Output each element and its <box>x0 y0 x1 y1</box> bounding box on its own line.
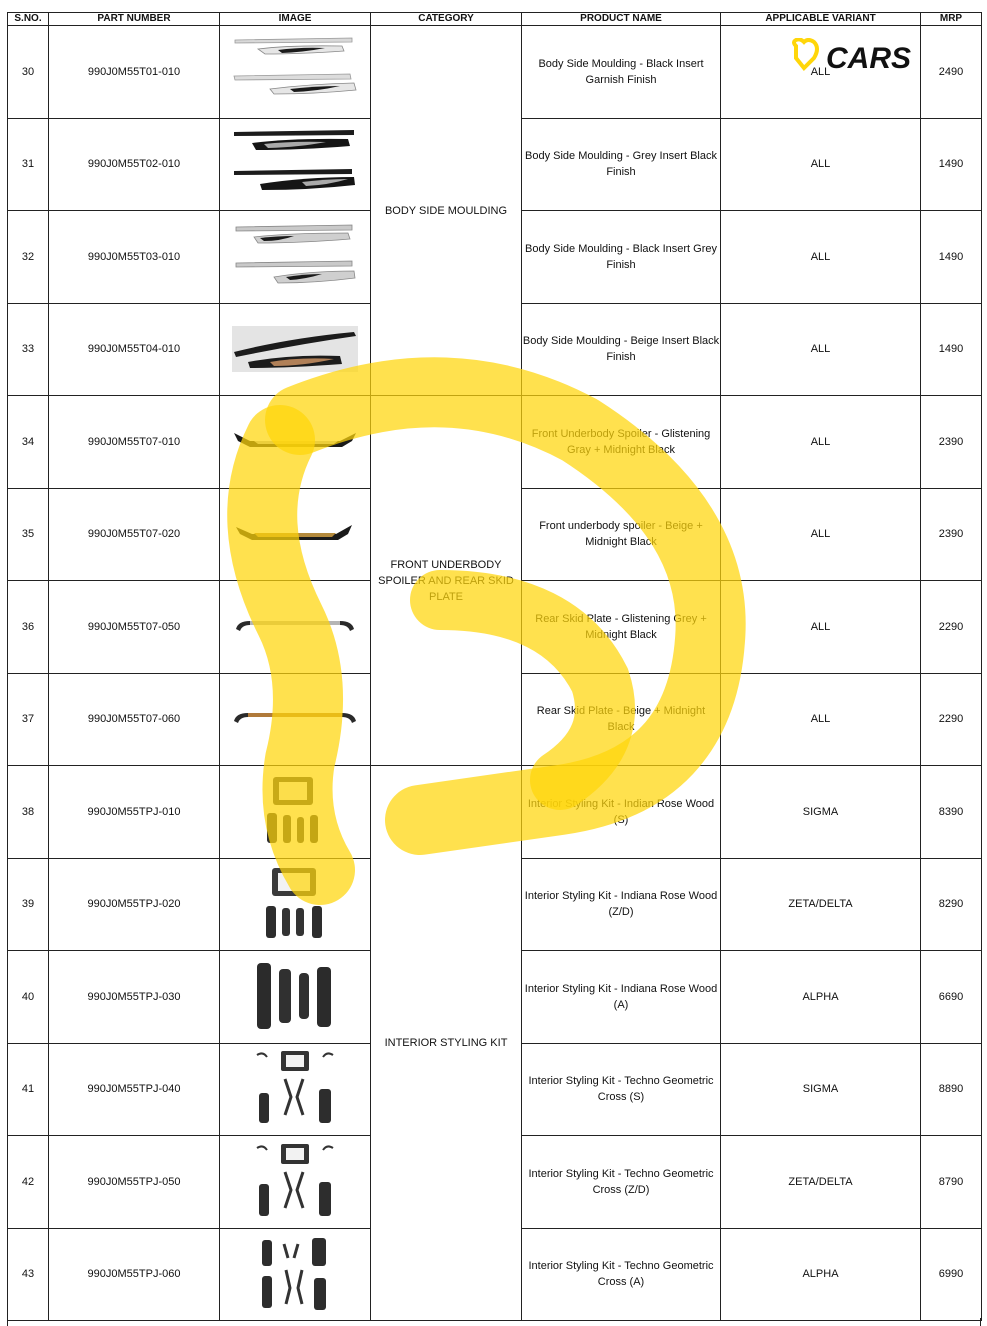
part-number-cell: 990J0M55T07-050 <box>49 581 220 674</box>
part-number-cell: 990J0M55T07-020 <box>49 488 220 581</box>
part-number-cell: 990J0M55TPJ-040 <box>49 1043 220 1136</box>
product-name-cell: Rear Skid Plate - Beige + Midnight Black <box>522 673 721 766</box>
product-image-cell <box>220 118 371 211</box>
cars-logo-text: CARS <box>826 42 912 75</box>
sno-cell: 36 <box>8 581 49 674</box>
table-row <box>8 766 982 859</box>
header-part-number: PART NUMBER <box>49 13 220 26</box>
mrp-cell: 2490 <box>921 26 982 119</box>
part-number-cell: 990J0M55TPJ-050 <box>49 1136 220 1229</box>
product-image-cell <box>220 1228 371 1321</box>
mrp-cell: 8890 <box>921 1043 982 1136</box>
category-cell: FRONT UNDERBODY SPOILER AND REAR SKID PLATE <box>371 396 522 766</box>
mrp-cell: 2390 <box>921 488 982 581</box>
sno-cell: 42 <box>8 1136 49 1229</box>
sno-cell: 43 <box>8 1228 49 1321</box>
table-continuation <box>7 1318 981 1326</box>
product-image-cell <box>220 1136 371 1229</box>
cars-logo <box>790 38 940 78</box>
interior-kit-image <box>255 959 335 1035</box>
product-name-cell: Body Side Moulding - Beige Insert Black Finish <box>522 303 721 396</box>
product-name-cell: Interior Styling Kit - Indian Rose Wood (S) <box>522 766 721 859</box>
mrp-cell: 8390 <box>921 766 982 859</box>
product-image-cell <box>220 951 371 1044</box>
sno-cell: 33 <box>8 303 49 396</box>
sno-cell: 40 <box>8 951 49 1044</box>
part-number-cell: 990J0M55TPJ-020 <box>49 858 220 951</box>
header-mrp: MRP <box>921 13 982 26</box>
sno-cell: 41 <box>8 1043 49 1136</box>
header-image: IMAGE <box>220 13 371 26</box>
product-image-cell <box>220 858 371 951</box>
interior-kit-image <box>258 1234 332 1314</box>
variant-cell: ALL <box>721 581 921 674</box>
variant-cell: ALPHA <box>721 951 921 1044</box>
body-moulding-image <box>230 324 360 374</box>
header-applicable-variant: APPLICABLE VARIANT <box>721 13 921 26</box>
mrp-cell: 1490 <box>921 303 982 396</box>
product-image-cell <box>220 396 371 489</box>
variant-cell: ALPHA <box>721 1228 921 1321</box>
interior-kit-image <box>264 866 326 942</box>
variant-cell: SIGMA <box>721 766 921 859</box>
front-spoiler-image <box>230 519 360 549</box>
table-row <box>8 396 982 489</box>
variant-cell: ALL <box>721 488 921 581</box>
header-row <box>8 13 982 26</box>
heart-d-logo-icon <box>794 39 817 68</box>
product-image-cell <box>220 766 371 859</box>
variant-cell: ALL <box>721 396 921 489</box>
rear-skid-image <box>230 615 360 639</box>
product-name-cell: Interior Styling Kit - Techno Geometric Cross (A) <box>522 1228 721 1321</box>
product-image-cell <box>220 1043 371 1136</box>
part-number-cell: 990J0M55T01-010 <box>49 26 220 119</box>
rear-skid-image <box>230 707 360 731</box>
mrp-cell: 8790 <box>921 1136 982 1229</box>
product-name-cell: Front underbody spoiler - Beige + Midnight Black <box>522 488 721 581</box>
part-number-cell: 990J0M55T07-010 <box>49 396 220 489</box>
product-image-cell <box>220 581 371 674</box>
sno-cell: 30 <box>8 26 49 119</box>
product-name-cell: Body Side Moulding - Black Insert Garnish Finish <box>522 26 721 119</box>
sno-cell: 35 <box>8 488 49 581</box>
mrp-cell: 1490 <box>921 118 982 211</box>
body-moulding-image <box>230 32 360 112</box>
body-moulding-image <box>230 124 360 204</box>
product-image-cell <box>220 488 371 581</box>
sno-cell: 31 <box>8 118 49 211</box>
part-number-cell: 990J0M55T07-060 <box>49 673 220 766</box>
part-number-cell: 990J0M55T02-010 <box>49 118 220 211</box>
product-name-cell: Rear Skid Plate - Glistening Grey + Midnight Black <box>522 581 721 674</box>
part-number-cell: 990J0M55TPJ-060 <box>49 1228 220 1321</box>
variant-cell: ZETA/DELTA <box>721 858 921 951</box>
variant-cell: ALL <box>721 118 921 211</box>
sno-cell: 34 <box>8 396 49 489</box>
interior-kit-image <box>265 775 325 849</box>
part-number-cell: 990J0M55T03-010 <box>49 211 220 304</box>
product-name-cell: Interior Styling Kit - Techno Geometric Cross (Z/D) <box>522 1136 721 1229</box>
mrp-cell: 2290 <box>921 673 982 766</box>
category-cell: BODY SIDE MOULDING <box>371 26 522 396</box>
header-sno: S.NO. <box>8 13 49 26</box>
accessories-price-table <box>7 12 982 1321</box>
product-image-cell <box>220 673 371 766</box>
sno-cell: 32 <box>8 211 49 304</box>
product-name-cell: Body Side Moulding - Black Insert Grey Finish <box>522 211 721 304</box>
mrp-cell: 8290 <box>921 858 982 951</box>
product-image-cell <box>220 303 371 396</box>
product-image-cell <box>220 211 371 304</box>
variant-cell: ALL <box>721 211 921 304</box>
mrp-cell: 6990 <box>921 1228 982 1321</box>
sno-cell: 37 <box>8 673 49 766</box>
mrp-cell: 1490 <box>921 211 982 304</box>
product-image-cell <box>220 26 371 119</box>
product-name-cell: Interior Styling Kit - Indiana Rose Wood (A) <box>522 951 721 1044</box>
interior-kit-image <box>255 1049 335 1129</box>
product-name-cell: Interior Styling Kit - Techno Geometric Cross (S) <box>522 1043 721 1136</box>
sno-cell: 38 <box>8 766 49 859</box>
variant-cell: ZETA/DELTA <box>721 1136 921 1229</box>
part-number-cell: 990J0M55T04-010 <box>49 303 220 396</box>
category-cell: INTERIOR STYLING KIT <box>371 766 522 1321</box>
product-name-cell: Interior Styling Kit - Indiana Rose Wood (Z/D) <box>522 858 721 951</box>
variant-cell: ALL <box>721 303 921 396</box>
variant-cell: SIGMA <box>721 1043 921 1136</box>
front-spoiler-image <box>230 427 360 457</box>
product-name-cell: Front Underbody Spoiler - Glistening Gray + Midnight Black <box>522 396 721 489</box>
sno-cell: 39 <box>8 858 49 951</box>
mrp-cell: 2390 <box>921 396 982 489</box>
interior-kit-image <box>255 1142 335 1222</box>
part-number-cell: 990J0M55TPJ-010 <box>49 766 220 859</box>
header-product-name: PRODUCT NAME <box>522 13 721 26</box>
variant-cell: ALL <box>721 26 921 119</box>
body-moulding-image <box>230 217 360 297</box>
mrp-cell: 2290 <box>921 581 982 674</box>
part-number-cell: 990J0M55TPJ-030 <box>49 951 220 1044</box>
header-category: CATEGORY <box>371 13 522 26</box>
variant-cell: ALL <box>721 673 921 766</box>
mrp-cell: 6690 <box>921 951 982 1044</box>
product-name-cell: Body Side Moulding - Grey Insert Black Finish <box>522 118 721 211</box>
